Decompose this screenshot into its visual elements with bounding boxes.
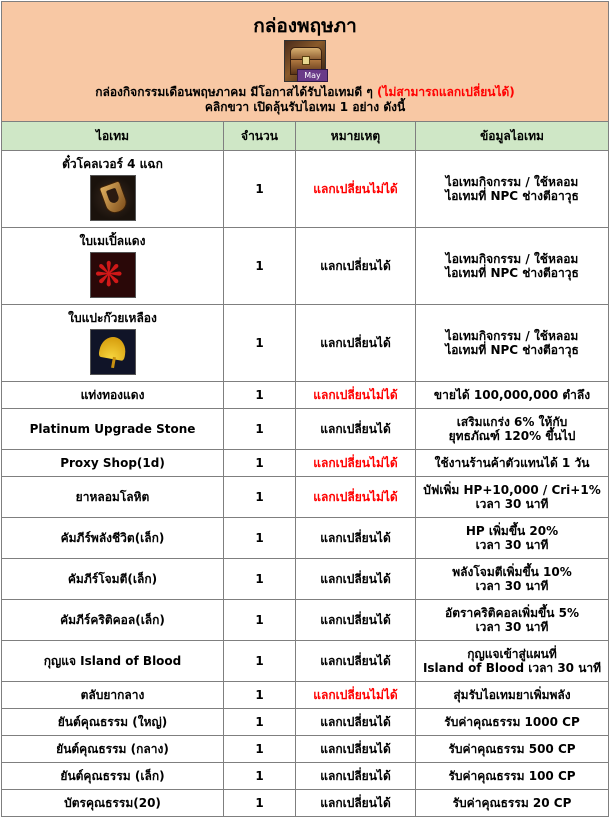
info-cell bbox=[416, 790, 609, 817]
month-badge: May bbox=[297, 69, 328, 82]
item-info-line2: ยุทธภัณฑ์ 120% ขึ้นไป bbox=[448, 429, 576, 443]
table-row bbox=[2, 559, 609, 600]
qty-cell bbox=[224, 790, 296, 817]
item-name: คัมภีร์คริติคอล(เล็ก) bbox=[60, 613, 165, 627]
trade-status: แลกเปลี่ยนได้ bbox=[320, 613, 391, 627]
item-info-line1: เสริมแกร่ง 6% ให้กับ bbox=[456, 415, 568, 429]
info-cell bbox=[416, 600, 609, 641]
item-info-line2: เวลา 30 นาที bbox=[475, 538, 549, 552]
note-cell bbox=[296, 763, 416, 790]
qty-cell bbox=[224, 763, 296, 790]
item-name: คัมภีร์พลังชีวิต(เล็ก) bbox=[60, 531, 165, 545]
info-cell bbox=[416, 382, 609, 409]
item-name: ตั๋วโคลเวอร์ 4 แฉก bbox=[62, 157, 163, 171]
table-row bbox=[2, 709, 609, 736]
item-info-line1: ไอเทมกิจกรรม / ใช้หลอม bbox=[445, 252, 579, 266]
note-cell bbox=[296, 559, 416, 600]
item-cell bbox=[2, 409, 224, 450]
trade-status: แลกเปลี่ยนได้ bbox=[320, 422, 391, 436]
trade-status: แลกเปลี่ยนไม่ได้ bbox=[313, 688, 398, 702]
item-cell bbox=[2, 641, 224, 682]
item-info-line2: เวลา 30 นาที bbox=[475, 579, 549, 593]
column-header-item: ไอเทม bbox=[2, 122, 224, 151]
item-qty: 1 bbox=[255, 613, 264, 627]
note-cell bbox=[296, 409, 416, 450]
item-info-line1: ใช้งานร้านค้าตัวแทนได้ 1 วัน bbox=[434, 456, 590, 470]
qty-cell bbox=[224, 477, 296, 518]
trade-status: แลกเปลี่ยนได้ bbox=[320, 769, 391, 783]
item-info-line1: พลังโจมตีเพิ่มขึ้น 10% bbox=[452, 565, 572, 579]
info-cell bbox=[416, 763, 609, 790]
item-info-line1: บัฟเพิ่ม HP+10,000 / Cri+1% bbox=[423, 483, 601, 497]
qty-cell bbox=[224, 518, 296, 559]
note-cell bbox=[296, 600, 416, 641]
table-row bbox=[2, 682, 609, 709]
item-name: ใบเมเปิ้ลแดง bbox=[79, 234, 146, 248]
note-cell bbox=[296, 790, 416, 817]
table-row bbox=[2, 228, 609, 305]
qty-cell bbox=[224, 409, 296, 450]
note-cell bbox=[296, 641, 416, 682]
info-cell bbox=[416, 736, 609, 763]
header-banner bbox=[2, 2, 609, 122]
item-cell bbox=[2, 736, 224, 763]
qty-cell bbox=[224, 682, 296, 709]
item-name: ตลับยากลาง bbox=[80, 688, 145, 702]
item-qty: 1 bbox=[255, 796, 264, 810]
item-cell bbox=[2, 763, 224, 790]
item-qty: 1 bbox=[255, 688, 264, 702]
item-info-line2: ไอเทมที่ NPC ช่างตีอาวุธ bbox=[445, 266, 579, 280]
item-qty: 1 bbox=[255, 182, 264, 196]
table-row bbox=[2, 450, 609, 477]
trade-status: แลกเปลี่ยนได้ bbox=[320, 336, 391, 350]
qty-cell bbox=[224, 736, 296, 763]
item-qty: 1 bbox=[255, 654, 264, 668]
item-info-line1: กุญแจเข้าสู่แผนที่ bbox=[467, 647, 557, 661]
note-cell bbox=[296, 518, 416, 559]
item-cell bbox=[2, 450, 224, 477]
non-tradable-notice: (ไม่สามารถแลกเปลี่ยนได้) bbox=[376, 85, 515, 99]
item-cell bbox=[2, 382, 224, 409]
info-cell bbox=[416, 477, 609, 518]
table-row bbox=[2, 600, 609, 641]
note-cell bbox=[296, 709, 416, 736]
item-info-line1: รับค่าคุณธรรม 1000 CP bbox=[444, 715, 580, 729]
trade-status: แลกเปลี่ยนได้ bbox=[320, 259, 391, 273]
note-cell bbox=[296, 450, 416, 477]
item-info-line2: เวลา 30 นาที bbox=[475, 497, 549, 511]
item-cell bbox=[2, 151, 224, 228]
item-qty: 1 bbox=[255, 422, 264, 436]
item-qty: 1 bbox=[255, 715, 264, 729]
header-description bbox=[2, 85, 608, 115]
item-info-line1: สุ่มรับไอเทมยาเพิ่มพลัง bbox=[453, 688, 571, 702]
info-cell bbox=[416, 450, 609, 477]
item-info-line1: ขายได้ 100,000,000 ตำลึง bbox=[433, 388, 591, 402]
note-cell bbox=[296, 736, 416, 763]
item-qty: 1 bbox=[255, 531, 264, 545]
table-row bbox=[2, 790, 609, 817]
column-header-info: ข้อมูลไอเทม bbox=[416, 122, 609, 151]
red-maple-leaf-icon: ❋ bbox=[90, 252, 136, 298]
item-qty: 1 bbox=[255, 456, 264, 470]
qty-cell bbox=[224, 305, 296, 382]
item-cell bbox=[2, 709, 224, 736]
item-name: ยันต์คุณธรรม (กลาง) bbox=[56, 742, 169, 756]
note-cell bbox=[296, 382, 416, 409]
treasure-chest-icon bbox=[284, 40, 326, 82]
trade-status: แลกเปลี่ยนไม่ได้ bbox=[313, 490, 398, 504]
item-name: ยาหลอมโลหิต bbox=[75, 490, 150, 504]
item-cell bbox=[2, 228, 224, 305]
info-cell bbox=[416, 305, 609, 382]
item-qty: 1 bbox=[255, 336, 264, 350]
page-title: กล่องพฤษภา bbox=[253, 15, 357, 37]
table-row bbox=[2, 477, 609, 518]
info-cell bbox=[416, 409, 609, 450]
info-cell bbox=[416, 151, 609, 228]
item-info-line2: ไอเทมที่ NPC ช่างตีอาวุธ bbox=[445, 189, 579, 203]
table-row bbox=[2, 382, 609, 409]
item-name: บัตรคุณธรรม(20) bbox=[64, 796, 161, 810]
item-qty: 1 bbox=[255, 572, 264, 586]
instruction-text: คลิกขวา เปิดลุ้นรับไอเทม 1 อย่าง ดังนี้ bbox=[204, 100, 406, 114]
item-qty: 1 bbox=[255, 490, 264, 504]
column-header-qty: จำนวน bbox=[224, 122, 296, 151]
trade-status: แลกเปลี่ยนได้ bbox=[320, 715, 391, 729]
item-name: คัมภีร์โจมตี(เล็ก) bbox=[67, 572, 158, 586]
qty-cell bbox=[224, 228, 296, 305]
qty-cell bbox=[224, 559, 296, 600]
item-info-line1: ไอเทมกิจกรรม / ใช้หลอม bbox=[445, 175, 579, 189]
item-name: ยันต์คุณธรรม (ใหญ่) bbox=[57, 715, 168, 729]
item-info-line2: ไอเทมที่ NPC ช่างตีอาวุธ bbox=[445, 343, 579, 357]
item-cell bbox=[2, 682, 224, 709]
qty-cell bbox=[224, 382, 296, 409]
table-row bbox=[2, 518, 609, 559]
note-cell bbox=[296, 682, 416, 709]
qty-cell bbox=[224, 641, 296, 682]
trade-status: แลกเปลี่ยนไม่ได้ bbox=[313, 456, 398, 470]
clover-ticket-icon bbox=[90, 175, 136, 221]
table-row bbox=[2, 736, 609, 763]
item-info-line1: HP เพิ่มขึ้น 20% bbox=[465, 524, 559, 538]
item-info-line1: รับค่าคุณธรรม 20 CP bbox=[452, 796, 572, 810]
info-cell bbox=[416, 228, 609, 305]
item-cell bbox=[2, 518, 224, 559]
item-cell bbox=[2, 559, 224, 600]
item-name: ใบแปะก๊วยเหลือง bbox=[68, 311, 157, 325]
trade-status: แลกเปลี่ยนได้ bbox=[320, 654, 391, 668]
qty-cell bbox=[224, 600, 296, 641]
item-name: ยันต์คุณธรรม (เล็ก) bbox=[60, 769, 165, 783]
item-name: Platinum Upgrade Stone bbox=[29, 422, 196, 436]
table-row bbox=[2, 409, 609, 450]
qty-cell bbox=[224, 151, 296, 228]
trade-status: แลกเปลี่ยนได้ bbox=[320, 531, 391, 545]
trade-status: แลกเปลี่ยนได้ bbox=[320, 796, 391, 810]
info-cell bbox=[416, 518, 609, 559]
item-qty: 1 bbox=[255, 259, 264, 273]
item-info-line1: รับค่าคุณธรรม 100 CP bbox=[448, 769, 576, 783]
trade-status: แลกเปลี่ยนไม่ได้ bbox=[313, 388, 398, 402]
item-cell bbox=[2, 790, 224, 817]
item-qty: 1 bbox=[255, 742, 264, 756]
item-cell bbox=[2, 477, 224, 518]
note-cell bbox=[296, 151, 416, 228]
info-cell bbox=[416, 709, 609, 736]
trade-status: แลกเปลี่ยนได้ bbox=[320, 742, 391, 756]
column-header-note: หมายเหตุ bbox=[296, 122, 416, 151]
item-name: แท่งทองแดง bbox=[80, 388, 145, 402]
note-cell bbox=[296, 477, 416, 518]
item-table-container bbox=[1, 1, 608, 817]
qty-cell bbox=[224, 450, 296, 477]
table-row bbox=[2, 151, 609, 228]
item-info-line1: อัตราคริติคอลเพิ่มขึ้น 5% bbox=[445, 606, 579, 620]
description-text: กล่องกิจกรรมเดือนพฤษภาคม มีโอกาสได้รับไอเทมดี ๆ bbox=[95, 85, 377, 99]
item-name: กุญแจ Island of Blood bbox=[43, 654, 182, 668]
info-cell bbox=[416, 682, 609, 709]
item-name: Proxy Shop(1d) bbox=[60, 456, 165, 470]
table-row bbox=[2, 305, 609, 382]
table-row bbox=[2, 641, 609, 682]
table-row bbox=[2, 763, 609, 790]
yellow-ginkgo-leaf-icon bbox=[90, 329, 136, 375]
info-cell bbox=[416, 641, 609, 682]
trade-status: แลกเปลี่ยนไม่ได้ bbox=[313, 182, 398, 196]
item-info-line2: เวลา 30 นาที bbox=[475, 620, 549, 634]
item-cell bbox=[2, 305, 224, 382]
item-table bbox=[1, 1, 609, 817]
item-info-line1: ไอเทมกิจกรรม / ใช้หลอม bbox=[445, 329, 579, 343]
item-qty: 1 bbox=[255, 769, 264, 783]
info-cell bbox=[416, 559, 609, 600]
column-header-row bbox=[2, 122, 609, 151]
item-qty: 1 bbox=[255, 388, 264, 402]
qty-cell bbox=[224, 709, 296, 736]
trade-status: แลกเปลี่ยนได้ bbox=[320, 572, 391, 586]
note-cell bbox=[296, 228, 416, 305]
item-info-line2: Island of Blood เวลา 30 นาที bbox=[422, 661, 602, 675]
item-cell bbox=[2, 600, 224, 641]
note-cell bbox=[296, 305, 416, 382]
item-info-line1: รับค่าคุณธรรม 500 CP bbox=[448, 742, 576, 756]
